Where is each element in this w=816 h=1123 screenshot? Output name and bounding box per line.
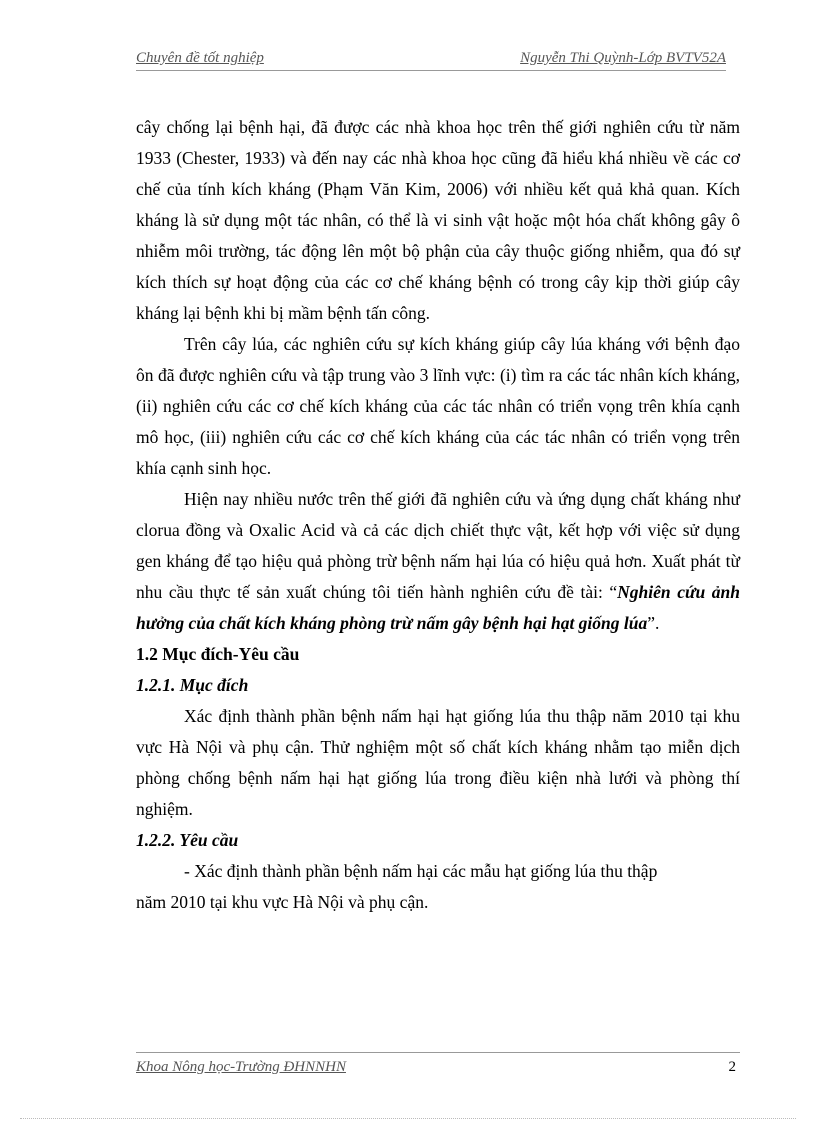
paragraph-3-start: Hiện nay nhiều nước trên thế giới đã nghiên cứu và ứng dụng chất kháng như clorua đồng và Oxalic Acid và cả các dịch chiết thực vật, kết hợp với việc sử dụng gen kháng để tạo hiệu quả phòng trừ bệnh nấm hại lúa có hiệu quả hơn. Xuất phát từ nhu cầu thực tế sản xuất chúng tôi tiến hành nghiên cứu đề tài: “ <box>136 489 740 602</box>
section-heading: 1.2 Mục đích-Yêu cầu <box>136 644 300 664</box>
page-number: 2 <box>728 1059 736 1075</box>
page-footer <box>136 1052 740 1077</box>
purpose-text: Xác định thành phần bệnh nấm hại hạt giống lúa thu thập năm 2010 tại khu vực Hà Nội và phụ cận. Thử nghiệm một số chất kích kháng nhằm tạo miễn dịch phòng chống bệnh nấm hại hạt giống lúa trong điều kiện nhà lưới và phòng thí nghiệm. <box>136 706 740 819</box>
document-body <box>136 112 740 918</box>
page-header <box>136 48 726 71</box>
header-left-text: Chuyên đề tốt nghiệp <box>136 50 264 66</box>
requirement-line-1: - Xác định thành phần bệnh nấm hại các mẫu hạt giống lúa thu thập <box>184 861 658 881</box>
paragraph-3-end: ”. <box>647 613 660 633</box>
header-right-text: Nguyễn Thi Quỳnh-Lớp BVTV52A <box>520 50 726 66</box>
footer-left-text: Khoa Nông học-Trường ĐHNNHN <box>136 1059 346 1075</box>
subsection-heading-purpose: 1.2.1. Mục đích <box>136 675 249 695</box>
requirement-line-2: năm 2010 tại khu vực Hà Nội và phụ cận. <box>136 892 429 912</box>
subsection-heading-requirements: 1.2.2. Yêu cầu <box>136 830 239 850</box>
paragraph-3 <box>136 484 740 639</box>
research-title: Nghiên cứu ảnh hưởng của chất kích kháng phòng trừ nấm gây bệnh hại hạt giống lúa <box>136 582 740 633</box>
page-bottom-rule <box>20 1118 796 1119</box>
paragraph-1: cây chống lại bệnh hại, đã được các nhà khoa học trên thế giới nghiên cứu từ năm 1933 (Chester, 1933) và đến nay các nhà khoa học cũng đã hiểu khá nhiều về các cơ chế của tính kích kháng (Phạm Văn Kim, 2006) với nhiều kết quả khả quan. Kích kháng là sử dụng một tác nhân, có thể là vi sinh vật hoặc một hóa chất không gây ô nhiễm môi trường, tác động lên một bộ phận của cây thuộc giống nhiễm, qua đó sự kích thích sự hoạt động của các cơ chế kháng bệnh có trong cây kịp thời giúp cây kháng lại bệnh khi bị mầm bệnh tấn công. <box>136 117 740 323</box>
requirement-item <box>136 856 740 918</box>
paragraph-2: Trên cây lúa, các nghiên cứu sự kích kháng giúp cây lúa kháng với bệnh đạo ôn đã được nghiên cứu và tập trung vào 3 lĩnh vực: (i) tìm ra các tác nhân kích kháng, (ii) nghiên cứu các cơ chế kích kháng của các tác nhân có triển vọng trên khía cạnh mô học, (iii) nghiên cứu các cơ chế kích kháng của các tác nhân có triển vọng trên khía cạnh sinh học. <box>136 334 740 478</box>
